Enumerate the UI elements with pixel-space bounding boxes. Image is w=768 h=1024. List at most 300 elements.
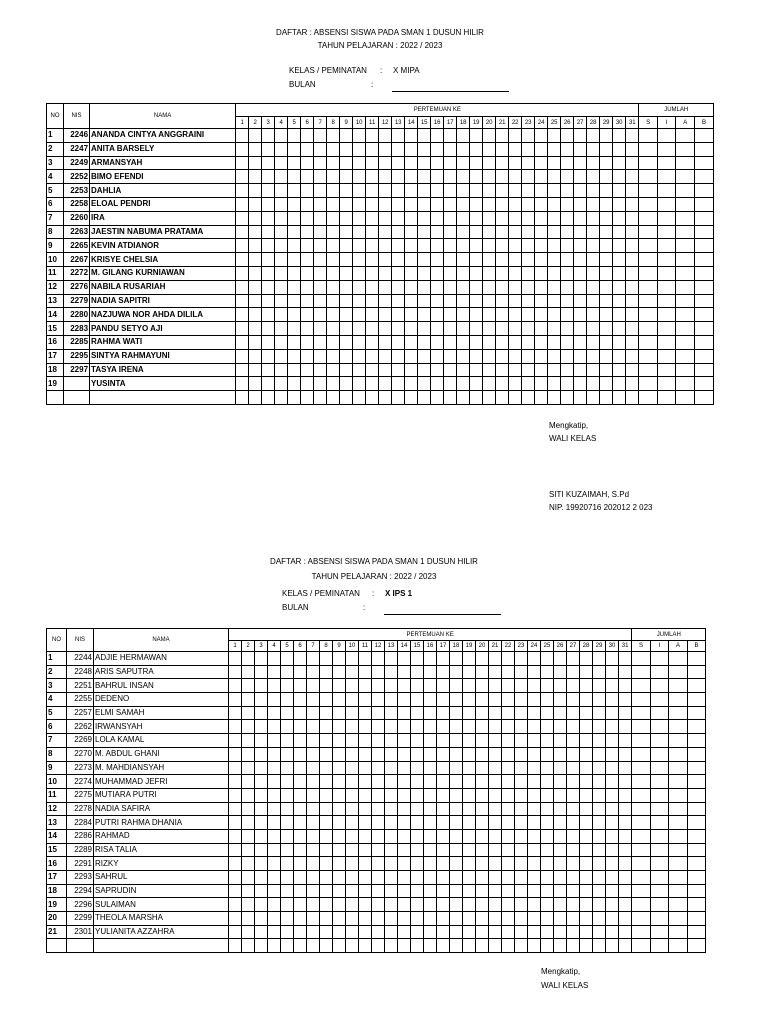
attendance-cell bbox=[366, 129, 379, 143]
attendance-cell bbox=[242, 939, 255, 953]
attendance-cell bbox=[626, 294, 639, 308]
attendance-cell bbox=[353, 197, 366, 211]
attendance-cell bbox=[262, 156, 275, 170]
doc2-sign-role: WALI KELAS bbox=[541, 981, 589, 990]
attendance-cell bbox=[275, 184, 288, 198]
row-nama: SAHRUL bbox=[94, 871, 229, 885]
day-number: 7 bbox=[307, 641, 320, 652]
row-nama: SAPRUDIN bbox=[94, 884, 229, 898]
attendance-cell bbox=[476, 857, 489, 871]
attendance-cell bbox=[574, 170, 587, 184]
attendance-cell bbox=[593, 665, 606, 679]
attendance-cell bbox=[262, 253, 275, 267]
jumlah-cell bbox=[687, 802, 706, 816]
attendance-cell bbox=[424, 788, 437, 802]
attendance-cell bbox=[587, 363, 600, 377]
attendance-cell bbox=[242, 816, 255, 830]
attendance-cell bbox=[359, 720, 372, 734]
jumlah-cell bbox=[687, 747, 706, 761]
table-row bbox=[47, 335, 714, 349]
day-number: 6 bbox=[301, 117, 314, 129]
jumlah-cell bbox=[650, 665, 669, 679]
jumlah-cell bbox=[669, 665, 688, 679]
attendance-cell bbox=[353, 349, 366, 363]
jumlah-cell bbox=[632, 884, 651, 898]
day-number: 12 bbox=[372, 641, 385, 652]
day-number: 4 bbox=[275, 117, 288, 129]
attendance-cell bbox=[528, 788, 541, 802]
attendance-cell bbox=[444, 129, 457, 143]
attendance-cell bbox=[567, 857, 580, 871]
attendance-cell bbox=[372, 761, 385, 775]
attendance-cell bbox=[314, 239, 327, 253]
attendance-cell bbox=[236, 363, 249, 377]
attendance-cell bbox=[405, 253, 418, 267]
attendance-cell bbox=[359, 802, 372, 816]
row-nis: 2265 bbox=[64, 239, 90, 253]
attendance-cell bbox=[463, 652, 476, 666]
row-nis: 2262 bbox=[67, 720, 94, 734]
jumlah-cell bbox=[639, 170, 658, 184]
attendance-cell bbox=[255, 761, 268, 775]
attendance-cell bbox=[392, 253, 405, 267]
attendance-cell bbox=[418, 280, 431, 294]
jumlah-cell bbox=[669, 747, 688, 761]
attendance-cell bbox=[463, 734, 476, 748]
attendance-cell bbox=[580, 816, 593, 830]
attendance-cell bbox=[249, 239, 262, 253]
attendance-cell bbox=[463, 829, 476, 843]
attendance-cell bbox=[288, 280, 301, 294]
attendance-cell bbox=[619, 939, 632, 953]
attendance-cell bbox=[483, 335, 496, 349]
jumlah-cell bbox=[632, 843, 651, 857]
attendance-cell bbox=[541, 652, 554, 666]
row-nis: 2286 bbox=[67, 829, 94, 843]
day-number: 6 bbox=[294, 641, 307, 652]
attendance-cell bbox=[392, 184, 405, 198]
row-nama: JAESTIN NABUMA PRATAMA bbox=[90, 225, 236, 239]
attendance-cell bbox=[307, 720, 320, 734]
jumlah-cell bbox=[687, 652, 706, 666]
attendance-cell bbox=[249, 184, 262, 198]
attendance-cell bbox=[450, 829, 463, 843]
jumlah-cell bbox=[687, 761, 706, 775]
jumlah-cell bbox=[657, 184, 676, 198]
attendance-cell bbox=[489, 734, 502, 748]
day-number: 26 bbox=[554, 641, 567, 652]
attendance-cell bbox=[262, 184, 275, 198]
attendance-cell bbox=[346, 706, 359, 720]
attendance-cell bbox=[502, 775, 515, 789]
attendance-cell bbox=[255, 706, 268, 720]
attendance-cell bbox=[379, 156, 392, 170]
attendance-cell bbox=[587, 197, 600, 211]
jumlah-col-header: B bbox=[687, 641, 706, 652]
attendance-cell bbox=[275, 142, 288, 156]
attendance-cell bbox=[340, 239, 353, 253]
attendance-cell bbox=[444, 253, 457, 267]
table-row bbox=[47, 925, 706, 939]
jumlah-cell bbox=[632, 652, 651, 666]
attendance-cell bbox=[561, 129, 574, 143]
attendance-cell bbox=[567, 720, 580, 734]
attendance-cell bbox=[535, 391, 548, 405]
row-nis: 2285 bbox=[64, 335, 90, 349]
attendance-cell bbox=[619, 720, 632, 734]
jumlah-cell bbox=[650, 761, 669, 775]
attendance-cell bbox=[229, 939, 242, 953]
attendance-cell bbox=[366, 225, 379, 239]
jumlah-cell bbox=[657, 266, 676, 280]
attendance-cell bbox=[288, 294, 301, 308]
attendance-cell bbox=[307, 788, 320, 802]
table-row bbox=[47, 253, 714, 267]
attendance-cell bbox=[314, 349, 327, 363]
day-number: 13 bbox=[385, 641, 398, 652]
attendance-cell bbox=[548, 211, 561, 225]
row-nama: RISA TALIA bbox=[94, 843, 229, 857]
row-nama: DAHLIA bbox=[90, 184, 236, 198]
jumlah-cell bbox=[695, 211, 714, 225]
attendance-cell bbox=[314, 294, 327, 308]
attendance-cell bbox=[619, 747, 632, 761]
attendance-cell bbox=[320, 720, 333, 734]
jumlah-cell bbox=[650, 816, 669, 830]
attendance-cell bbox=[281, 720, 294, 734]
attendance-cell bbox=[327, 156, 340, 170]
attendance-cell bbox=[320, 693, 333, 707]
attendance-cell bbox=[561, 322, 574, 336]
attendance-cell bbox=[496, 211, 509, 225]
attendance-cell bbox=[320, 939, 333, 953]
attendance-cell bbox=[366, 197, 379, 211]
day-number: 15 bbox=[411, 641, 424, 652]
attendance-cell bbox=[398, 706, 411, 720]
row-no: 14 bbox=[47, 308, 64, 322]
attendance-cell bbox=[249, 266, 262, 280]
attendance-cell bbox=[574, 349, 587, 363]
attendance-cell bbox=[288, 335, 301, 349]
attendance-cell bbox=[580, 761, 593, 775]
attendance-cell bbox=[294, 871, 307, 885]
day-number: 27 bbox=[567, 641, 580, 652]
attendance-cell bbox=[587, 142, 600, 156]
attendance-cell bbox=[580, 939, 593, 953]
day-number: 13 bbox=[392, 117, 405, 129]
attendance-cell bbox=[411, 884, 424, 898]
row-nis: 2248 bbox=[67, 665, 94, 679]
attendance-cell bbox=[249, 142, 262, 156]
attendance-cell bbox=[470, 156, 483, 170]
attendance-cell bbox=[496, 170, 509, 184]
attendance-cell bbox=[450, 652, 463, 666]
attendance-cell bbox=[353, 335, 366, 349]
jumlah-cell bbox=[650, 884, 669, 898]
attendance-cell bbox=[275, 239, 288, 253]
attendance-cell bbox=[561, 211, 574, 225]
attendance-cell bbox=[229, 665, 242, 679]
attendance-cell bbox=[561, 253, 574, 267]
attendance-cell bbox=[359, 665, 372, 679]
attendance-cell bbox=[424, 829, 437, 843]
attendance-cell bbox=[580, 857, 593, 871]
attendance-cell bbox=[379, 129, 392, 143]
attendance-cell bbox=[580, 898, 593, 912]
attendance-cell bbox=[489, 925, 502, 939]
attendance-cell bbox=[548, 391, 561, 405]
attendance-cell bbox=[528, 665, 541, 679]
attendance-cell bbox=[613, 280, 626, 294]
attendance-cell bbox=[372, 912, 385, 926]
doc2-kelas-value: X IPS 1 bbox=[385, 589, 413, 598]
attendance-cell bbox=[327, 225, 340, 239]
attendance-cell bbox=[606, 665, 619, 679]
attendance-cell bbox=[236, 377, 249, 391]
attendance-cell bbox=[411, 939, 424, 953]
day-number: 3 bbox=[255, 641, 268, 652]
attendance-cell bbox=[606, 761, 619, 775]
row-nis: 2258 bbox=[64, 197, 90, 211]
attendance-cell bbox=[379, 363, 392, 377]
attendance-cell bbox=[229, 884, 242, 898]
jumlah-col-header: I bbox=[657, 117, 676, 129]
attendance-cell bbox=[333, 939, 346, 953]
attendance-cell bbox=[255, 802, 268, 816]
jumlah-cell bbox=[650, 775, 669, 789]
attendance-cell bbox=[450, 816, 463, 830]
attendance-cell bbox=[574, 280, 587, 294]
attendance-cell bbox=[379, 142, 392, 156]
table-row bbox=[47, 843, 706, 857]
attendance-cell bbox=[476, 898, 489, 912]
attendance-cell bbox=[580, 734, 593, 748]
attendance-cell bbox=[268, 816, 281, 830]
attendance-cell bbox=[236, 197, 249, 211]
attendance-cell bbox=[470, 391, 483, 405]
attendance-cell bbox=[366, 322, 379, 336]
attendance-cell bbox=[242, 829, 255, 843]
attendance-cell bbox=[554, 652, 567, 666]
attendance-cell bbox=[457, 294, 470, 308]
jumlah-cell bbox=[657, 363, 676, 377]
attendance-cell bbox=[593, 884, 606, 898]
row-no: 13 bbox=[47, 294, 64, 308]
attendance-cell bbox=[314, 142, 327, 156]
attendance-cell bbox=[450, 693, 463, 707]
attendance-cell bbox=[626, 170, 639, 184]
attendance-cell bbox=[450, 925, 463, 939]
row-nis: 2257 bbox=[67, 706, 94, 720]
jumlah-cell bbox=[650, 802, 669, 816]
attendance-cell bbox=[327, 197, 340, 211]
attendance-cell bbox=[567, 679, 580, 693]
attendance-cell bbox=[255, 857, 268, 871]
row-no: 9 bbox=[47, 239, 64, 253]
row-no: 19 bbox=[47, 898, 67, 912]
attendance-cell bbox=[366, 377, 379, 391]
attendance-cell bbox=[255, 816, 268, 830]
doc2-bulan-sep: : bbox=[363, 603, 366, 612]
attendance-cell bbox=[392, 197, 405, 211]
attendance-cell bbox=[515, 898, 528, 912]
attendance-cell bbox=[541, 706, 554, 720]
jumlah-cell bbox=[676, 129, 695, 143]
attendance-cell bbox=[236, 280, 249, 294]
row-nama: ELMI SAMAH bbox=[94, 706, 229, 720]
row-nis: 2291 bbox=[67, 857, 94, 871]
attendance-cell bbox=[444, 294, 457, 308]
attendance-cell bbox=[457, 349, 470, 363]
attendance-cell bbox=[535, 197, 548, 211]
attendance-cell bbox=[294, 734, 307, 748]
attendance-cell bbox=[483, 239, 496, 253]
jumlah-cell bbox=[650, 898, 669, 912]
attendance-cell bbox=[418, 266, 431, 280]
attendance-cell bbox=[444, 156, 457, 170]
attendance-cell bbox=[522, 142, 535, 156]
attendance-cell bbox=[587, 308, 600, 322]
attendance-cell bbox=[470, 142, 483, 156]
attendance-cell bbox=[437, 665, 450, 679]
row-no: 7 bbox=[47, 734, 67, 748]
attendance-cell bbox=[522, 280, 535, 294]
attendance-cell bbox=[327, 349, 340, 363]
attendance-cell bbox=[613, 308, 626, 322]
attendance-cell bbox=[314, 156, 327, 170]
attendance-cell bbox=[580, 802, 593, 816]
attendance-cell bbox=[314, 225, 327, 239]
attendance-cell bbox=[249, 129, 262, 143]
jumlah-cell bbox=[676, 184, 695, 198]
doc2-kelas-sep: : bbox=[372, 589, 375, 598]
attendance-cell bbox=[502, 912, 515, 926]
attendance-cell bbox=[255, 788, 268, 802]
attendance-cell bbox=[307, 761, 320, 775]
attendance-cell bbox=[437, 829, 450, 843]
attendance-cell bbox=[457, 308, 470, 322]
day-number: 29 bbox=[593, 641, 606, 652]
attendance-cell bbox=[275, 335, 288, 349]
attendance-cell bbox=[418, 239, 431, 253]
attendance-cell bbox=[236, 170, 249, 184]
attendance-cell bbox=[541, 884, 554, 898]
attendance-cell bbox=[333, 857, 346, 871]
attendance-cell bbox=[314, 253, 327, 267]
doc1-kelas-sep: : bbox=[380, 66, 383, 75]
attendance-cell bbox=[476, 761, 489, 775]
attendance-cell bbox=[385, 693, 398, 707]
attendance-cell bbox=[548, 156, 561, 170]
day-number: 19 bbox=[470, 117, 483, 129]
attendance-cell bbox=[294, 693, 307, 707]
attendance-cell bbox=[535, 266, 548, 280]
day-number: 9 bbox=[333, 641, 346, 652]
attendance-cell bbox=[281, 665, 294, 679]
attendance-cell bbox=[606, 747, 619, 761]
attendance-cell bbox=[307, 679, 320, 693]
jumlah-col-header: I bbox=[650, 641, 669, 652]
attendance-cell bbox=[554, 775, 567, 789]
row-no: 16 bbox=[47, 335, 64, 349]
attendance-cell bbox=[411, 898, 424, 912]
day-number: 24 bbox=[528, 641, 541, 652]
attendance-cell bbox=[502, 761, 515, 775]
attendance-cell bbox=[424, 816, 437, 830]
jumlah-cell bbox=[657, 377, 676, 391]
jumlah-cell bbox=[669, 761, 688, 775]
jumlah-cell bbox=[687, 693, 706, 707]
attendance-cell bbox=[372, 884, 385, 898]
attendance-cell bbox=[548, 363, 561, 377]
attendance-cell bbox=[613, 239, 626, 253]
attendance-cell bbox=[619, 843, 632, 857]
attendance-cell bbox=[541, 857, 554, 871]
attendance-cell bbox=[606, 829, 619, 843]
jumlah-cell bbox=[687, 898, 706, 912]
jumlah-cell bbox=[639, 280, 658, 294]
row-nis: 2289 bbox=[67, 843, 94, 857]
attendance-cell bbox=[444, 335, 457, 349]
attendance-cell bbox=[359, 939, 372, 953]
attendance-cell bbox=[548, 335, 561, 349]
attendance-cell bbox=[561, 280, 574, 294]
attendance-cell bbox=[457, 211, 470, 225]
attendance-cell bbox=[268, 734, 281, 748]
attendance-cell bbox=[496, 294, 509, 308]
jumlah-cell bbox=[669, 816, 688, 830]
attendance-cell bbox=[593, 843, 606, 857]
attendance-cell bbox=[268, 775, 281, 789]
attendance-cell bbox=[229, 775, 242, 789]
attendance-cell bbox=[275, 280, 288, 294]
doc1-sign-place: Mengkatip, bbox=[549, 421, 589, 430]
attendance-cell bbox=[307, 884, 320, 898]
attendance-cell bbox=[301, 349, 314, 363]
row-nis: 2280 bbox=[64, 308, 90, 322]
jumlah-cell bbox=[676, 239, 695, 253]
attendance-cell bbox=[437, 720, 450, 734]
jumlah-cell bbox=[695, 335, 714, 349]
attendance-cell bbox=[281, 871, 294, 885]
jumlah-cell bbox=[669, 925, 688, 939]
attendance-cell bbox=[450, 843, 463, 857]
row-nis: 2301 bbox=[67, 925, 94, 939]
attendance-cell bbox=[496, 197, 509, 211]
attendance-cell bbox=[281, 843, 294, 857]
attendance-cell bbox=[392, 322, 405, 336]
row-nama: NABILA RUSARIAH bbox=[90, 280, 236, 294]
attendance-cell bbox=[301, 280, 314, 294]
row-nama: M. ABDUL GHANI bbox=[94, 747, 229, 761]
attendance-cell bbox=[457, 322, 470, 336]
attendance-cell bbox=[561, 142, 574, 156]
attendance-cell bbox=[268, 802, 281, 816]
attendance-cell bbox=[587, 377, 600, 391]
attendance-cell bbox=[268, 747, 281, 761]
attendance-cell bbox=[444, 377, 457, 391]
jumlah-cell bbox=[669, 720, 688, 734]
attendance-cell bbox=[359, 652, 372, 666]
attendance-cell bbox=[593, 775, 606, 789]
header-pertemuan: PERTEMUAN KE bbox=[236, 104, 639, 117]
attendance-cell bbox=[379, 349, 392, 363]
attendance-cell bbox=[411, 665, 424, 679]
attendance-cell bbox=[307, 843, 320, 857]
attendance-cell bbox=[398, 788, 411, 802]
attendance-cell bbox=[281, 802, 294, 816]
attendance-cell bbox=[528, 734, 541, 748]
